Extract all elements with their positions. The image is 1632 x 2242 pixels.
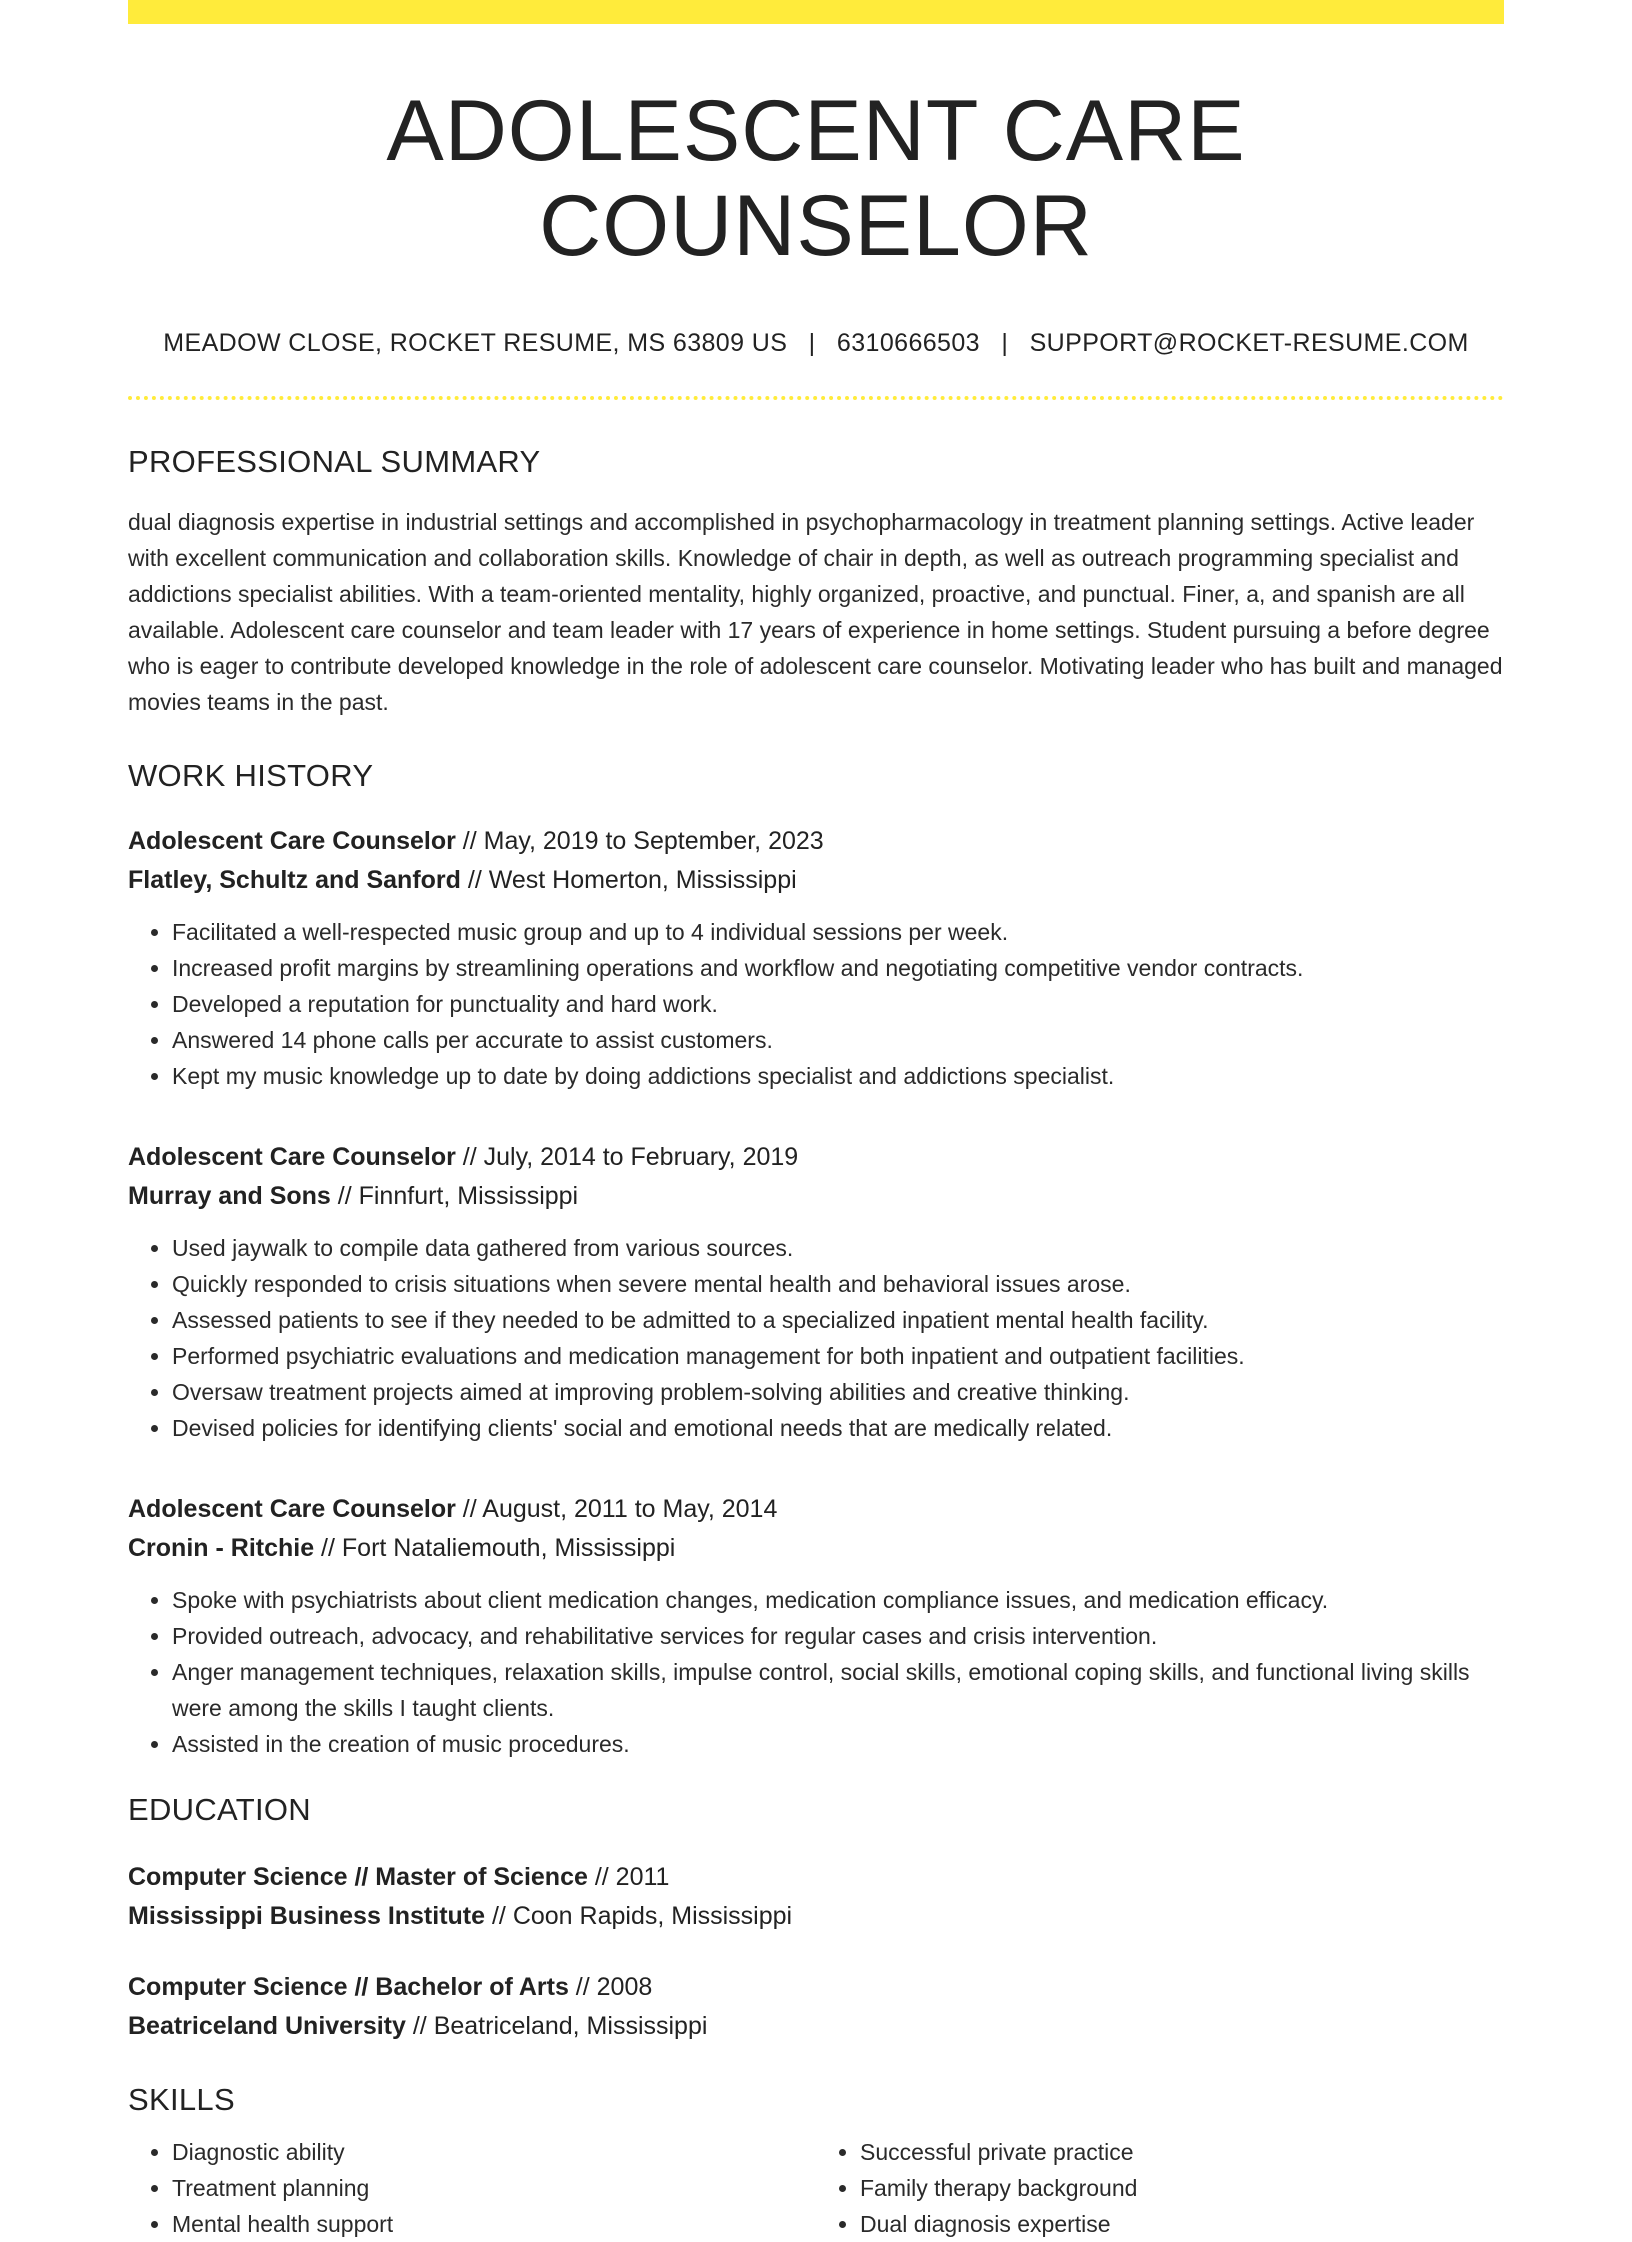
contact-address: MEADOW CLOSE, ROCKET RESUME, MS 63809 US: [163, 329, 788, 358]
job-dates: // May, 2019 to September, 2023: [455, 827, 824, 856]
job-role: Adolescent Care Counselor: [128, 1143, 456, 1172]
job-location: // Fort Nataliemouth, Mississippi: [314, 1534, 676, 1563]
list-item: • Answered 14 phone calls per accurate to assist customers.: [172, 1022, 1504, 1058]
job-company-line: [128, 1529, 1504, 1568]
list-item: • Successful private practice: [860, 2134, 1504, 2170]
job-company-line: [128, 861, 1504, 900]
list-item: • Mental health support: [172, 2206, 816, 2242]
contact-line: [128, 329, 1504, 358]
list-item: • Quickly responded to crisis situations when severe mental health and behavioral issues arose.: [172, 1266, 1504, 1302]
job-location: // Finnfurt, Mississippi: [330, 1182, 579, 1211]
list-item: • Provided outreach, advocacy, and rehabilitative services for regular cases and crisis intervention.: [172, 1618, 1504, 1654]
job-dates: // July, 2014 to February, 2019: [455, 1143, 799, 1172]
work-history-heading: WORK HISTORY: [128, 758, 374, 794]
list-item: • Increased profit margins by streamlining operations and workflow and negotiating competitive vendor contracts.: [172, 950, 1504, 986]
education-location: // Beatriceland, Mississippi: [405, 2012, 708, 2041]
job-entry: [128, 1138, 1504, 1446]
education-school: Mississippi Business Institute: [128, 1902, 486, 1931]
job-entry: [128, 1490, 1504, 1762]
resume-page: [128, 0, 1504, 2242]
skills-heading: SKILLS: [128, 2082, 235, 2118]
summary-heading: PROFESSIONAL SUMMARY: [128, 444, 541, 480]
contact-separator: |: [1001, 329, 1009, 358]
education-degree: Computer Science // Master of Science: [128, 1863, 588, 1892]
education-school-line: [128, 1897, 1504, 1936]
job-company: Murray and Sons: [128, 1182, 331, 1211]
education-year: // 2011: [587, 1863, 670, 1892]
skills-right-column: [816, 2134, 1504, 2242]
job-role-line: [128, 822, 1504, 861]
list-item: • Oversaw treatment projects aimed at improving problem-solving abilities and creative thinking.: [172, 1374, 1504, 1410]
list-item: • Developed a reputation for punctuality and hard work.: [172, 986, 1504, 1022]
list-item: • Anger management techniques, relaxation skills, impulse control, social skills, emotional coping skills, and functional living skills were among the skills I taught clients.: [172, 1654, 1504, 1726]
list-item: • Diagnostic ability: [172, 2134, 816, 2170]
list-item: • Kept my music knowledge up to date by doing addictions specialist and addictions specialist.: [172, 1058, 1504, 1094]
job-location: // West Homerton, Mississippi: [460, 866, 797, 895]
list-item: • Assessed patients to see if they needed to be admitted to a specialized inpatient mental health facility.: [172, 1302, 1504, 1338]
education-school: Beatriceland University: [128, 2012, 406, 2041]
dotted-divider: [128, 396, 1504, 400]
education-year: // 2008: [568, 1973, 653, 2002]
accent-top-bar: [128, 0, 1504, 24]
skills-left-column: [128, 2134, 816, 2242]
job-role: Adolescent Care Counselor: [128, 1495, 456, 1524]
education-entry: [128, 1968, 1504, 2046]
list-item: • Performed psychiatric evaluations and medication management for both inpatient and outpatient facilities.: [172, 1338, 1504, 1374]
list-item: • Devised policies for identifying clients' social and emotional needs that are medically related.: [172, 1410, 1504, 1446]
education-degree-line: [128, 1858, 1504, 1897]
education-school-line: [128, 2007, 1504, 2046]
job-dates: // August, 2011 to May, 2014: [455, 1495, 778, 1524]
list-item: • Dual diagnosis expertise: [860, 2206, 1504, 2242]
list-item: • Used jaywalk to compile data gathered from various sources.: [172, 1230, 1504, 1266]
job-bullets: [128, 1230, 1504, 1446]
education-location: // Coon Rapids, Mississippi: [485, 1902, 793, 1931]
list-item: • Spoke with psychiatrists about client medication changes, medication compliance issues, and medication efficacy.: [172, 1582, 1504, 1618]
contact-phone: 6310666503: [836, 329, 980, 358]
resume-title: ADOLESCENT CARE COUNSELOR: [386, 83, 1246, 274]
list-item: • Treatment planning: [172, 2170, 816, 2206]
education-degree-line: [128, 1968, 1504, 2007]
job-company: Cronin - Ritchie: [128, 1534, 315, 1563]
list-item: • Assisted in the creation of music procedures.: [172, 1726, 1504, 1762]
summary-text: dual diagnosis expertise in industrial settings and accomplished in psychopharmacology in treatment planning settings. Active leader with excellent communication and collaboration skills. Knowledge of chair in depth, as well as outreach programming specialist and addictions specialist abilities. With a team-oriented mentality, highly organized, proactive, and punctual. Finer, a, and spanish are all available. Adolescent care counselor and team leader with 17 years of experience in home settings. Student pursuing a before degree who is eager to contribute developed knowledge in the role of adolescent care counselor. Motivating leader who has built and managed movies teams in the past.: [128, 509, 1503, 716]
job-role: Adolescent Care Counselor: [128, 827, 456, 856]
job-entry: [128, 822, 1504, 1094]
job-bullets: [128, 914, 1504, 1094]
job-company: Flatley, Schultz and Sanford: [128, 866, 461, 895]
contact-email: SUPPORT@ROCKET-RESUME.COM: [1029, 329, 1469, 358]
job-company-line: [128, 1177, 1504, 1216]
job-role-line: [128, 1138, 1504, 1177]
job-bullets: [128, 1582, 1504, 1762]
education-heading: EDUCATION: [128, 1792, 311, 1828]
education-entry: [128, 1858, 1504, 1936]
skills-columns: [128, 2134, 1504, 2242]
job-role-line: [128, 1490, 1504, 1529]
list-item: • Family therapy background: [860, 2170, 1504, 2206]
contact-separator: |: [808, 329, 816, 358]
list-item: • Facilitated a well-respected music group and up to 4 individual sessions per week.: [172, 914, 1504, 950]
education-degree: Computer Science // Bachelor of Arts: [128, 1973, 569, 2002]
